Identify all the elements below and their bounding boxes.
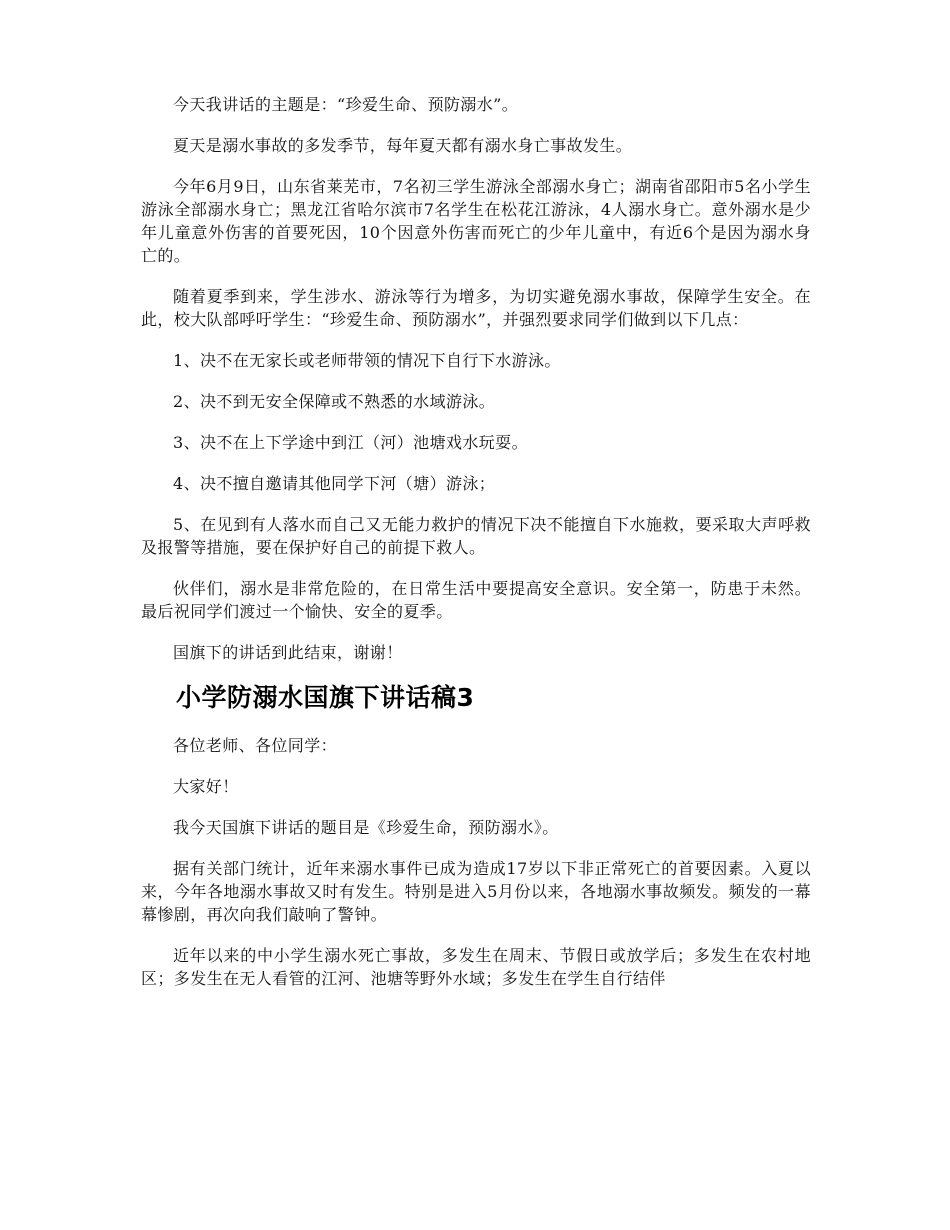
- closing-line: 国旗下的讲话到此结束，谢谢！: [173, 643, 403, 662]
- list-item: 3、决不在上下学途中到江（河）池塘戏水玩耍。: [173, 433, 528, 452]
- paragraph: 近年以来的中小学生溺水死亡事故，多发生在周末、节假日或放学后；多发生在农村地区；多发生在无人看管的江河、池塘等野外水域；多发生在学生自行结伴: [141, 946, 811, 988]
- list-item: 1、决不在无家长或老师带领的情况下自行下水游泳。: [173, 351, 561, 370]
- paragraph: 今天我讲话的主题是：“珍爱生命、预防溺水”。: [173, 95, 519, 114]
- paragraph: 随着夏季到来，学生涉水、游泳等行为增多，为切实避免溺水事故，保障学生安全。在此，校大队部呼吁学生：“珍爱生命、预防溺水”，并强烈要求同学们做到以下几点：: [141, 287, 811, 329]
- greeting: 大家好！: [173, 777, 239, 796]
- paragraph: 伙伴们，溺水是非常危险的，在日常生活中要提高安全意识。安全第一，防患于未然。最后祝同学们渡过一个愉快、安全的夏季。: [141, 579, 811, 621]
- paragraph: 我今天国旗下讲话的题目是《珍爱生命，预防溺水》。: [173, 818, 559, 837]
- section-heading: 小学防溺水国旗下讲话稿3: [176, 683, 475, 712]
- paragraph: 夏天是溺水事故的多发季节，每年夏天都有溺水身亡事故发生。: [173, 136, 633, 155]
- list-item: 2、决不到无安全保障或不熟悉的水域游泳。: [173, 392, 496, 411]
- list-item: 5、在见到有人落水而自己又无能力救护的情况下决不能擅自下水施救，要采取大声呼救及报警等措施，要在保护好自己的前提下救人。: [141, 515, 811, 557]
- document-body: [141, 93, 811, 1008]
- list-item: 4、决不擅自邀请其他同学下河（塘）游泳；: [173, 474, 496, 493]
- paragraph: 今年6月9日，山东省莱芜市，7名初三学生游泳全部溺水身亡；湖南省邵阳市5名小学生游泳全部溺水身亡；黑龙江省哈尔滨市7名学生在松花江游泳，4人溺水身亡。意外溺水是少年儿童意外伤害的首要死因，10个因意外伤害而死亡的少年儿童中，有近6个是因为溺水身亡的。: [141, 177, 811, 265]
- salutation: 各位老师、各位同学：: [173, 736, 338, 755]
- paragraph: 据有关部门统计，近年来溺水事件已成为造成17岁以下非正常死亡的首要因素。入夏以来，今年各地溺水事故又时有发生。特别是进入5月份以来，各地溺水事故频发。频发的一幕幕惨剧，再次向我们敲响了警钟。: [141, 859, 811, 924]
